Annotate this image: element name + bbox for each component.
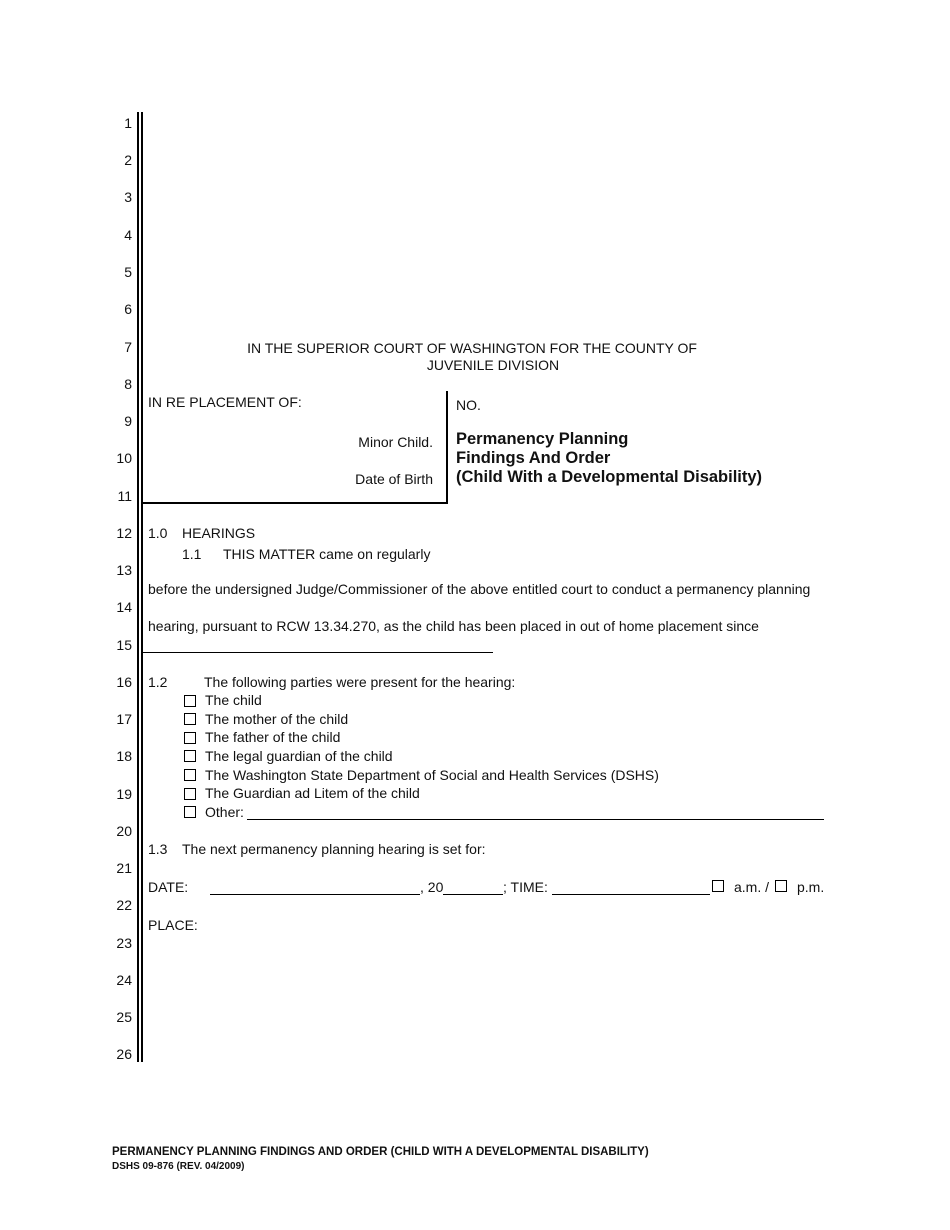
date-label: DATE: bbox=[148, 879, 189, 895]
line-number: 15 bbox=[116, 637, 132, 653]
parties-intro: The following parties were present for the hearing: bbox=[204, 674, 516, 690]
line-number: 18 bbox=[116, 748, 132, 764]
hearing-time-field[interactable] bbox=[552, 894, 710, 895]
line-number: 13 bbox=[116, 562, 132, 578]
subsection-text: THIS MATTER came on regularly bbox=[223, 546, 431, 562]
margin-rule-left bbox=[137, 112, 139, 1062]
in-re-label: IN RE PLACEMENT OF: bbox=[148, 394, 302, 410]
body-text-line: before the undersigned Judge/Commissioner of the above entitled court to conduct a permanency planning bbox=[148, 581, 811, 597]
pm-label: p.m. bbox=[797, 879, 825, 895]
line-number: 1 bbox=[124, 115, 132, 131]
party-checkbox[interactable] bbox=[184, 750, 196, 762]
pm-checkbox[interactable] bbox=[775, 880, 787, 892]
party-checkbox[interactable] bbox=[184, 713, 196, 725]
party-label: The father of the child bbox=[205, 729, 341, 745]
party-checkbox[interactable] bbox=[184, 732, 196, 744]
line-number: 11 bbox=[117, 488, 132, 504]
line-number: 25 bbox=[116, 1009, 132, 1025]
subsection-number: 1.1 bbox=[182, 546, 202, 562]
line-number: 24 bbox=[116, 972, 132, 988]
caption-bottom-rule bbox=[141, 502, 447, 504]
party-label: Other: bbox=[205, 804, 244, 820]
footer-title: PERMANENCY PLANNING FINDINGS AND ORDER (CHILD WITH A DEVELOPMENTAL DISABILITY) bbox=[112, 1146, 649, 1158]
party-label: The legal guardian of the child bbox=[205, 748, 393, 764]
margin-rule-right bbox=[141, 112, 143, 1062]
party-label: The Guardian ad Litem of the child bbox=[205, 785, 420, 801]
line-number: 7 bbox=[124, 339, 132, 355]
body-text-line: hearing, pursuant to RCW 13.34.270, as the child has been placed in out of home placement since bbox=[148, 618, 759, 634]
am-checkbox[interactable] bbox=[712, 880, 724, 892]
line-number: 21 bbox=[116, 860, 132, 876]
subsection-number: 1.2 bbox=[148, 674, 168, 690]
party-label: The mother of the child bbox=[205, 711, 349, 727]
line-number: 8 bbox=[124, 376, 132, 392]
place-label: PLACE: bbox=[148, 917, 198, 933]
party-label: The child bbox=[205, 692, 262, 708]
subsection-number: 1.3 bbox=[148, 841, 168, 857]
date-of-birth-label: Date of Birth bbox=[355, 471, 433, 487]
document-title-line1: Permanency Planning bbox=[456, 430, 629, 448]
line-number: 6 bbox=[124, 301, 132, 317]
line-number: 20 bbox=[116, 823, 132, 839]
line-number: 14 bbox=[116, 599, 132, 615]
party-checkbox[interactable] bbox=[184, 788, 196, 800]
line-number: 26 bbox=[116, 1046, 132, 1062]
am-label: a.m. / bbox=[734, 879, 770, 895]
line-number: 22 bbox=[116, 897, 132, 913]
line-number: 16 bbox=[116, 674, 132, 690]
caption-divider bbox=[446, 391, 448, 504]
line-number: 17 bbox=[116, 711, 132, 727]
document-title-line2: Findings And Order bbox=[456, 449, 611, 467]
line-number: 9 bbox=[124, 413, 132, 429]
document-title-line3: (Child With a Developmental Disability) bbox=[456, 468, 763, 486]
line-number: 12 bbox=[116, 525, 132, 541]
court-heading: IN THE SUPERIOR COURT OF WASHINGTON FOR THE COUNTY OF bbox=[247, 340, 697, 356]
year-prefix: , 20 bbox=[420, 879, 444, 895]
hearing-date-field[interactable] bbox=[210, 894, 420, 895]
other-party-field[interactable] bbox=[247, 819, 824, 820]
line-number: 19 bbox=[116, 786, 132, 802]
case-number-label: NO. bbox=[456, 397, 481, 413]
time-label: ; TIME: bbox=[503, 879, 548, 895]
division-heading: JUVENILE DIVISION bbox=[426, 357, 560, 373]
line-number: 2 bbox=[124, 152, 132, 168]
line-number: 3 bbox=[124, 189, 132, 205]
hearing-year-field[interactable] bbox=[443, 894, 503, 895]
line-number: 5 bbox=[124, 264, 132, 280]
footer-form-number: DSHS 09-876 (REV. 04/2009) bbox=[112, 1161, 245, 1172]
placement-date-field[interactable] bbox=[141, 652, 493, 653]
minor-child-label: Minor Child. bbox=[358, 434, 433, 450]
line-number: 10 bbox=[116, 450, 132, 466]
party-checkbox[interactable] bbox=[184, 695, 196, 707]
section-number: 1.0 bbox=[148, 525, 168, 541]
party-label: The Washington State Department of Social and Health Services (DSHS) bbox=[205, 767, 659, 783]
party-checkbox[interactable] bbox=[184, 806, 196, 818]
line-number: 4 bbox=[124, 227, 132, 243]
line-number: 23 bbox=[116, 935, 132, 951]
section-heading: HEARINGS bbox=[182, 525, 256, 541]
next-hearing-text: The next permanency planning hearing is set for: bbox=[182, 841, 486, 857]
party-checkbox[interactable] bbox=[184, 769, 196, 781]
